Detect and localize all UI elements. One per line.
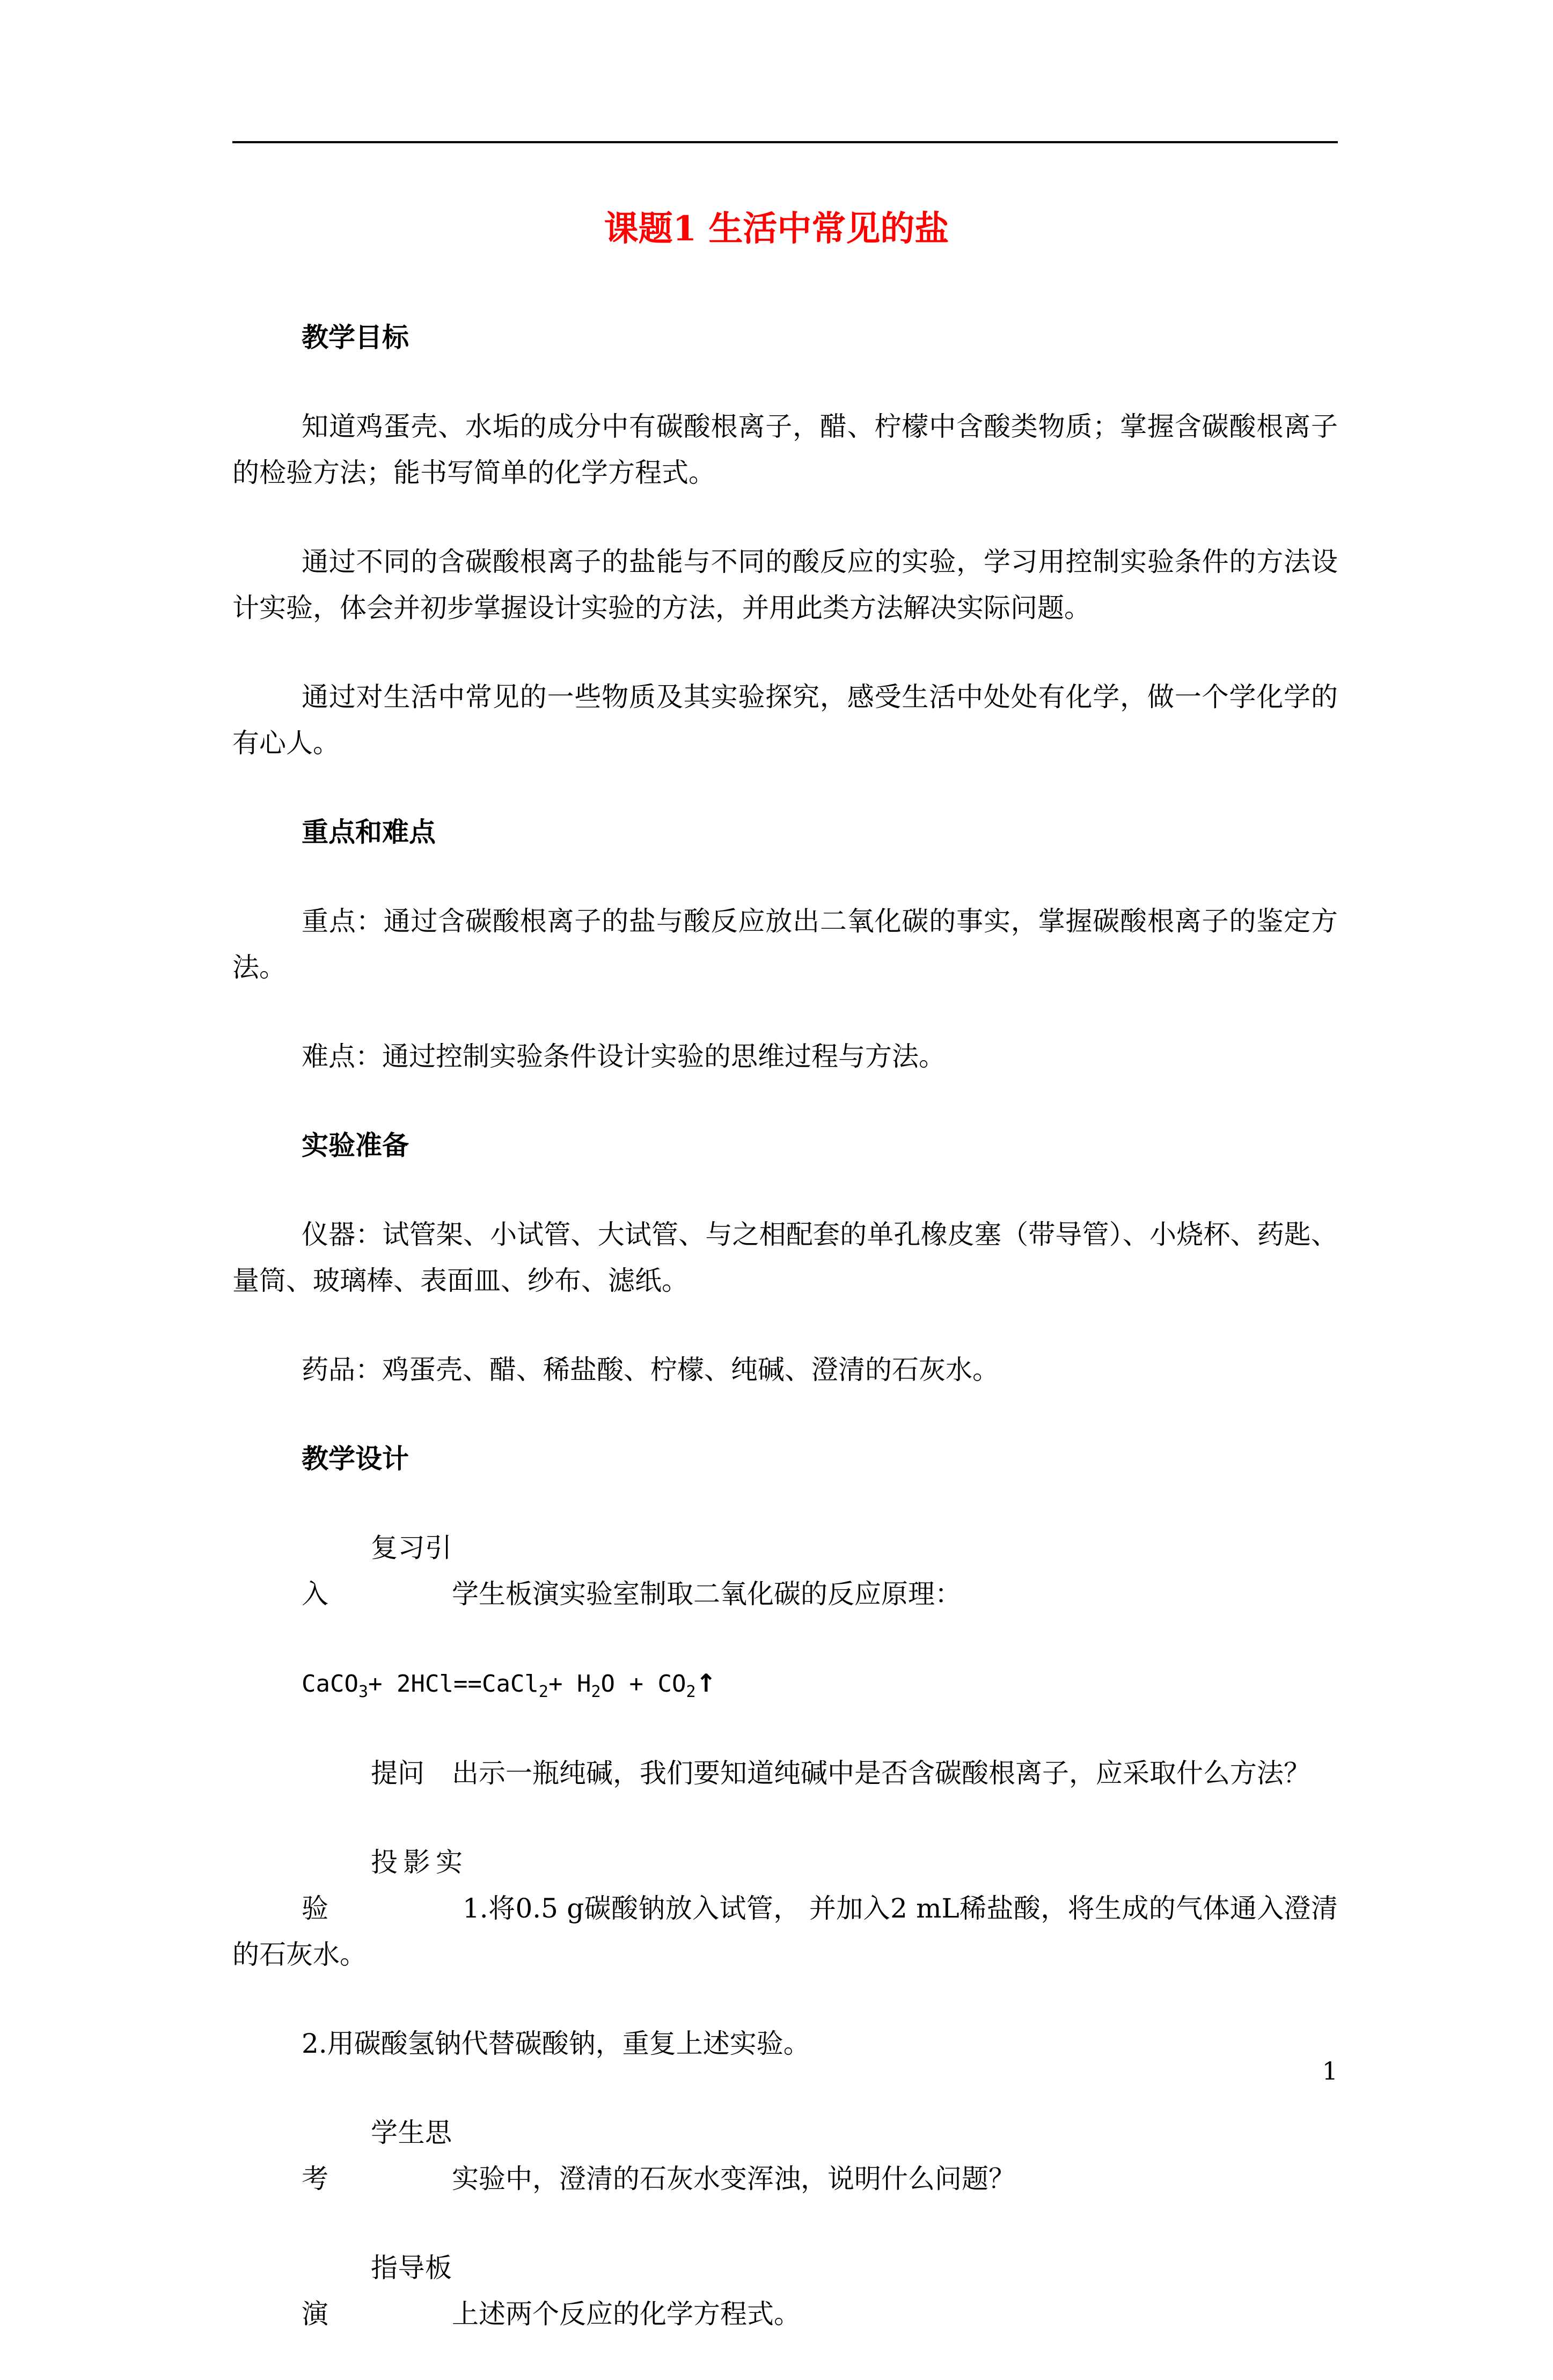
document-body <box>232 314 1338 2380</box>
review-paragraph <box>232 1525 1338 1617</box>
page-title: 课题1 生活中常见的盐 <box>604 209 949 249</box>
question-paragraph <box>232 1750 1338 1796</box>
paragraph: 难点：通过控制实验条件设计实验的思维过程与方法。 <box>302 1041 946 1072</box>
paragraph: 知道鸡蛋壳、水垢的成分中有碳酸根离子，醋、柠檬中含酸类物质；掌握含碳酸根离子的检验方法；能书写简单的化学方程式。 <box>232 411 1338 488</box>
think-text: 实验中，澄清的石灰水变浑浊，说明什么问题？ <box>452 2163 1015 2194</box>
projection-text: 1.将0.5 g碳酸钠放入试管， 并加入2 mL稀盐酸，将生成的气体通入澄清的石灰水。 <box>232 1893 1338 1970</box>
question-label: 提问 <box>371 1758 424 1789</box>
step-paragraph: 2.用碳酸氢钠代替碳酸钠，重复上述实验。 <box>302 2028 810 2059</box>
paragraph: 重点：通过含碳酸根离子的盐与酸反应放出二氧化碳的事实，掌握碳酸根离子的鉴定方法。 <box>232 906 1338 983</box>
header-rule <box>232 141 1338 143</box>
formula-subscript: 2 <box>686 1683 696 1701</box>
section-heading-preparation: 实验准备 <box>302 1129 409 1161</box>
think-label: 学生思考 <box>302 2117 452 2194</box>
think-paragraph <box>232 2110 1338 2202</box>
review-text: 学生板演实验室制取二氧化碳的反应原理： <box>452 1578 962 1610</box>
formula-subscript: 3 <box>358 1683 369 1701</box>
formula-subscript: 2 <box>538 1683 548 1701</box>
page-number: 1 <box>1322 2056 1338 2085</box>
section-heading-key-points: 重点和难点 <box>302 816 436 848</box>
chemical-equation <box>232 1660 1338 1707</box>
review-label: 复习引入 <box>302 1532 452 1610</box>
paragraph: 药品：鸡蛋壳、醋、稀盐酸、柠檬、纯碱、澄清的石灰水。 <box>302 1354 999 1385</box>
question-text: 出示一瓶纯碱，我们要知道纯碱中是否含碳酸根离子，应采取什么方法？ <box>452 1758 1310 1789</box>
gas-arrow-icon: ↑ <box>695 1669 717 1698</box>
formula-subscript: 2 <box>591 1683 601 1701</box>
guide-paragraph <box>232 2245 1338 2337</box>
projection-label: 投影实验 <box>302 1847 463 1924</box>
guide-text: 上述两个反应的化学方程式。 <box>452 2298 801 2330</box>
section-heading-objectives: 教学目标 <box>302 321 409 353</box>
formula-part: O + CO <box>600 1670 686 1698</box>
formula-part: CaCO <box>302 1670 358 1698</box>
paragraph: 通过不同的含碳酸根离子的盐能与不同的酸反应的实验，学习用控制实验条件的方法设计实验，体会并初步掌握设计实验的方法，并用此类方法解决实际问题。 <box>232 546 1338 623</box>
section-heading-design: 教学设计 <box>302 1443 409 1474</box>
projection-paragraph <box>232 1839 1338 1978</box>
paragraph: 通过对生活中常见的一些物质及其实验探究，感受生活中处处有化学，做一个学化学的有心人。 <box>232 681 1338 759</box>
paragraph: 仪器：试管架、小试管、大试管、与之相配套的单孔橡皮塞（带导管）、小烧杯、药匙、量筒、玻璃棒、表面皿、纱布、滤纸。 <box>232 1219 1338 1296</box>
formula-part: + 2HCl==CaCl <box>368 1670 539 1698</box>
formula-part: + H <box>548 1670 591 1698</box>
guide-label: 指导板演 <box>302 2252 452 2330</box>
